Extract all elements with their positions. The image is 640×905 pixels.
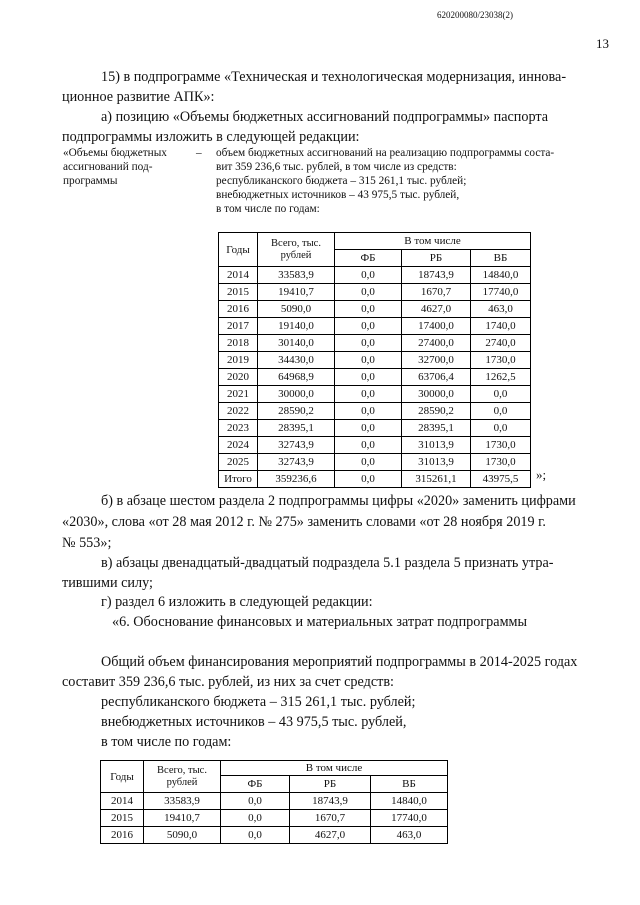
table-row <box>219 352 531 369</box>
table-cell: 31013,9 <box>402 437 471 454</box>
table-cell: 1740,0 <box>471 318 531 335</box>
item-g-line1: г) раздел 6 изложить в следующей редакции: <box>101 594 373 610</box>
table-cell: 0,0 <box>335 369 402 386</box>
table-cell: 1730,0 <box>471 352 531 369</box>
passport-right-line: в том числе по годам: <box>216 203 320 215</box>
table-row <box>219 471 531 488</box>
table-cell: 33583,9 <box>258 267 335 284</box>
table-cell: 17400,0 <box>402 318 471 335</box>
table-cell: 30000,0 <box>402 386 471 403</box>
table-cell: 1730,0 <box>471 437 531 454</box>
table-cell: 17740,0 <box>371 810 448 827</box>
table-cell: 18743,9 <box>402 267 471 284</box>
table-cell: 1670,7 <box>402 284 471 301</box>
table-cell: 2015 <box>219 284 258 301</box>
table-cell: 0,0 <box>335 267 402 284</box>
table-cell: Итого <box>219 471 258 488</box>
passport-dash: – <box>196 147 202 159</box>
page-number: 13 <box>596 36 609 51</box>
table-cell: 2740,0 <box>471 335 531 352</box>
passport-left-line: ассигнований под- <box>63 161 153 173</box>
table-cell: 2025 <box>219 454 258 471</box>
table-row <box>219 301 531 318</box>
item-b-line2: «2030», слова «от 28 мая 2012 г. № 275» заменить словами «от 28 ноября 2019 г. <box>62 514 546 530</box>
table-cell: 0,0 <box>335 284 402 301</box>
col-total: Всего, тыс. рублей <box>144 761 221 793</box>
table-row <box>101 793 448 810</box>
table-cell: 2018 <box>219 335 258 352</box>
table-cell: 0,0 <box>471 420 531 437</box>
table-cell: 315261,1 <box>402 471 471 488</box>
para15-line2: ционное развитие АПК»: <box>62 89 215 105</box>
budget-table-passport <box>218 232 531 488</box>
table-cell: 0,0 <box>335 352 402 369</box>
col-rb: РБ <box>402 250 471 267</box>
table-cell: 0,0 <box>221 793 290 810</box>
col-fb: ФБ <box>221 776 290 793</box>
table-cell: 28395,1 <box>258 420 335 437</box>
table-cell: 27400,0 <box>402 335 471 352</box>
table-cell: 0,0 <box>335 437 402 454</box>
table-cell: 17740,0 <box>471 284 531 301</box>
item-b-line1: б) в абзаце шестом раздела 2 подпрограммы цифры «2020» заменить цифрами <box>101 493 576 509</box>
section6-title: «6. Обоснование финансовых и материальных затрат подпрограммы <box>112 614 528 630</box>
table-cell: 30140,0 <box>258 335 335 352</box>
passport-right-line: вит 359 236,6 тыс. рублей, в том числе из средств: <box>216 161 457 173</box>
total-text-line4: внебюджетных источников – 43 975,5 тыс. рублей, <box>101 714 407 730</box>
table-cell: 19410,7 <box>258 284 335 301</box>
total-text-line5: в том числе по годам: <box>101 734 232 750</box>
table-cell: 0,0 <box>335 403 402 420</box>
col-rb: РБ <box>290 776 371 793</box>
table-cell: 2014 <box>101 793 144 810</box>
total-text-line1: Общий объем финансирования мероприятий подпрограммы в 2014-2025 годах <box>101 654 578 670</box>
table-cell: 2014 <box>219 267 258 284</box>
table-cell: 1262,5 <box>471 369 531 386</box>
table-cell: 463,0 <box>471 301 531 318</box>
table-cell: 4627,0 <box>290 827 371 844</box>
col-total: Всего, тыс. рублей <box>258 233 335 267</box>
document-code: 620200080/23038(2) <box>437 10 513 20</box>
total-text-line2: составит 359 236,6 тыс. рублей, из них за счет средств: <box>62 674 394 690</box>
table-cell: 14840,0 <box>371 793 448 810</box>
budget-table-section6 <box>100 760 448 844</box>
table-row <box>101 827 448 844</box>
table-cell: 18743,9 <box>290 793 371 810</box>
table-cell: 63706,4 <box>402 369 471 386</box>
table-cell: 1670,7 <box>290 810 371 827</box>
table-cell: 14840,0 <box>471 267 531 284</box>
table-cell: 31013,9 <box>402 454 471 471</box>
table-cell: 0,0 <box>471 386 531 403</box>
col-including: В том числе <box>335 233 531 250</box>
table-row <box>219 403 531 420</box>
table-cell: 28590,2 <box>402 403 471 420</box>
col-years: Годы <box>101 761 144 793</box>
table-cell: 2016 <box>219 301 258 318</box>
table-row <box>219 335 531 352</box>
table-cell: 1730,0 <box>471 454 531 471</box>
table-cell: 5090,0 <box>144 827 221 844</box>
table-cell: 4627,0 <box>402 301 471 318</box>
table-cell: 0,0 <box>335 386 402 403</box>
col-vb: ВБ <box>471 250 531 267</box>
table-row <box>219 454 531 471</box>
table-cell: 32700,0 <box>402 352 471 369</box>
passport-left-line: программы <box>63 175 118 187</box>
col-including: В том числе <box>221 761 448 776</box>
item-a-line2: подпрограммы изложить в следующей редакции: <box>62 129 360 145</box>
table-cell: 32743,9 <box>258 454 335 471</box>
item-v-line2: тившими силу; <box>62 575 153 591</box>
table-row <box>219 369 531 386</box>
table-cell: 19410,7 <box>144 810 221 827</box>
table-cell: 19140,0 <box>258 318 335 335</box>
item-a-line1: а) позицию «Объемы бюджетных ассигнований подпрограммы» паспорта <box>101 109 549 125</box>
table-cell: 0,0 <box>471 403 531 420</box>
table-cell: 0,0 <box>335 454 402 471</box>
item-v-line1: в) абзацы двенадцатый-двадцатый подраздела 5.1 раздела 5 признать утра- <box>101 555 554 571</box>
table-cell: 2019 <box>219 352 258 369</box>
item-b-line3: № 553»; <box>62 535 112 551</box>
table-row <box>219 437 531 454</box>
table-cell: 0,0 <box>221 810 290 827</box>
table-cell: 28395,1 <box>402 420 471 437</box>
table-row <box>219 318 531 335</box>
table-cell: 64968,9 <box>258 369 335 386</box>
table-cell: 2022 <box>219 403 258 420</box>
total-text-line3: республиканского бюджета – 315 261,1 тыс. рублей; <box>101 694 416 710</box>
passport-left-line: «Объемы бюджетных <box>63 147 167 159</box>
col-fb: ФБ <box>335 250 402 267</box>
table-cell: 2017 <box>219 318 258 335</box>
passport-right-line: объем бюджетных ассигнований на реализацию подпрограммы соста- <box>216 147 555 159</box>
table-row <box>219 267 531 284</box>
table-row <box>219 386 531 403</box>
table-cell: 359236,6 <box>258 471 335 488</box>
table-cell: 2015 <box>101 810 144 827</box>
table-cell: 2023 <box>219 420 258 437</box>
table-cell: 0,0 <box>335 420 402 437</box>
table-cell: 2024 <box>219 437 258 454</box>
col-years: Годы <box>219 233 258 267</box>
table-cell: 32743,9 <box>258 437 335 454</box>
table-cell: 2021 <box>219 386 258 403</box>
table-cell: 0,0 <box>335 335 402 352</box>
table-cell: 2016 <box>101 827 144 844</box>
table-cell: 30000,0 <box>258 386 335 403</box>
table-cell: 2020 <box>219 369 258 386</box>
table-row <box>219 420 531 437</box>
table-cell: 5090,0 <box>258 301 335 318</box>
table-row <box>219 284 531 301</box>
table-cell: 33583,9 <box>144 793 221 810</box>
para15-line1: 15) в подпрограмме «Техническая и технологическая модернизация, иннова- <box>101 69 567 85</box>
col-vb: ВБ <box>371 776 448 793</box>
table-cell: 0,0 <box>221 827 290 844</box>
passport-right-line: республиканского бюджета – 315 261,1 тыс. рублей; <box>216 175 467 187</box>
table-cell: 34430,0 <box>258 352 335 369</box>
table-cell: 28590,2 <box>258 403 335 420</box>
table-cell: 0,0 <box>335 318 402 335</box>
table-cell: 43975,5 <box>471 471 531 488</box>
table-cell: 0,0 <box>335 301 402 318</box>
table-cell: 0,0 <box>335 471 402 488</box>
table-closing-quote: »; <box>536 467 547 482</box>
table-row <box>101 810 448 827</box>
table-cell: 463,0 <box>371 827 448 844</box>
passport-right-line: внебюджетных источников – 43 975,5 тыс. рублей, <box>216 189 460 201</box>
